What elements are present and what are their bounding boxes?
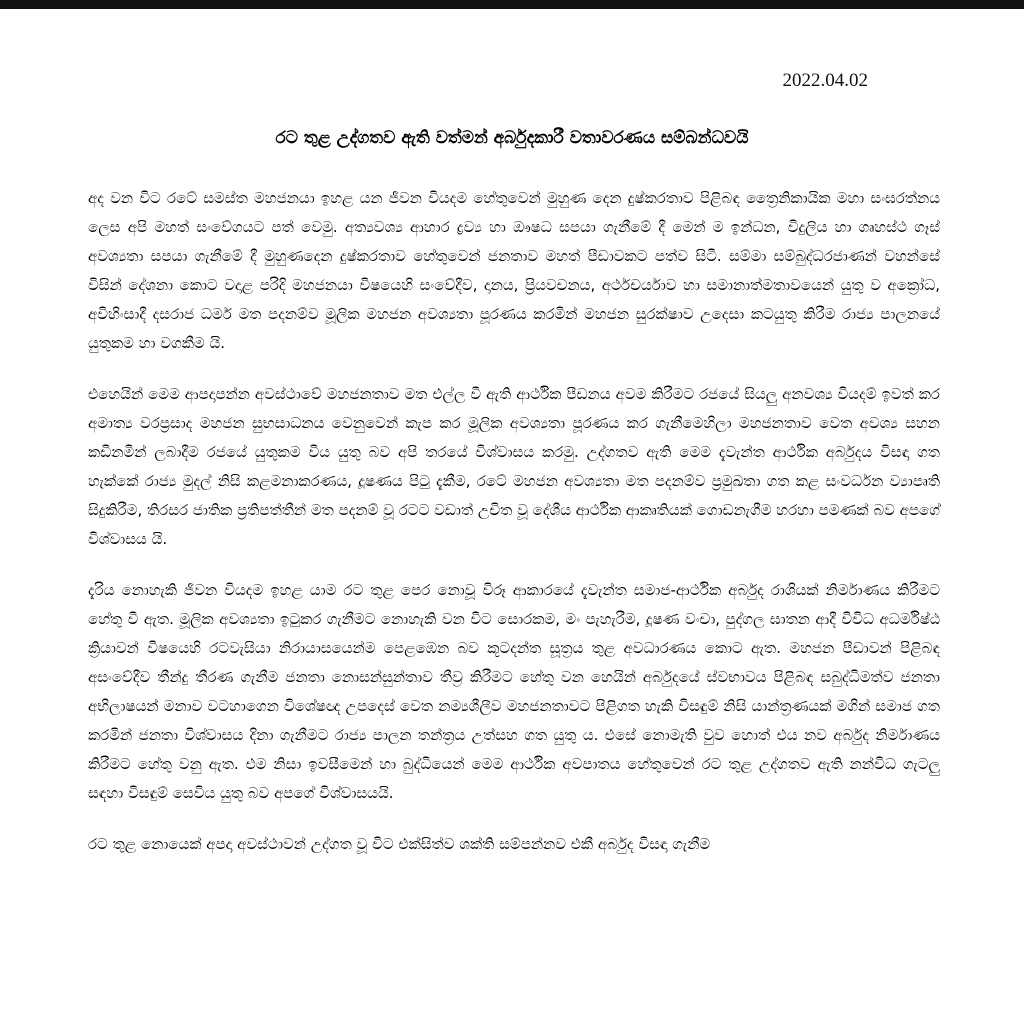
document-body [88, 184, 940, 881]
document-title: රට තුළ උද්ගතව ඇති වත්මන් අර්බුදකාරී වතාවරණය සම්බන්ධවයි [275, 128, 749, 148]
document-date: 2022.04.02 [782, 70, 868, 91]
paragraph-2: එහෙයින් මෙම ආපදාපන්න අවස්ථාවේ මහජනතාව මත එල්ල වී ඇති ආර්ථික පීඩනය අවම කිරීමට රජයේ සියලු අනවශ්‍ය වියදම් ඉවත් කර අමාත්‍ය වරප්‍රසාද මහජන සුභසාධනය වෙනුවෙන් කැප කර මූලික අවශ්‍යතා පූරණය කර ගැනීමෙහිලා මහජනතාව වෙත අවශ්‍ය සහන කඩිනමින් ලබාදීම රජයේ යුතුකම විය යුතු බව අපි තරයේ විශ්වාසය කරමු. උද්ගතව ඇති මෙම දැවැන්ත ආර්ථික අර්බුදය විසඳා ගත හැක්කේ රාජ්‍ය මුදල් නිසි කළමනාකරණය, දූෂණය පිටු දැකීම, රටේ මහජන අවශ්‍යතා මත පදනම්ව ප්‍රමුඛතා ගත කළ සංවර්ධන ව්‍යාපෘති සිදුකිරීම, තිරසර ජාතික ප්‍රතිපත්තීන් මත පදනම් වූ රටට වඩාත් උචිත වූ දේශීය ආර්ථික ආකෘතියක් ගොඩනැගීම හරහා පමණක් බව අපගේ විශ්වාසය යි. [88, 385, 940, 548]
paragraph-4: රට තුළ නොයෙක් අපදා අවස්ථාවන් උද්ගත වූ විට එක්සිත්ව ශක්ති සම්පන්නව එකී අර්බුද විසඳා ගැනීම [88, 835, 711, 853]
paragraph-1: අද වන විට රටේ සමස්ත මහජනයා ඉහළ යන ජීවන වියදම හේතුවෙන් මුහුණ දෙන දුෂ්කරතාව පිළිබඳ ත්‍රෛනිකායික මහා සංඝරත්නය ලෙස අපි මහත් සංවේගයට පත් වෙමු. අත්‍යවශ්‍ය ආහාර ද්‍රව්‍ය හා ඖෂධ සපයා ගැනීමේ දී මෙන් ම ඉන්ධන, විදුලිය හා ගෘහස්ථ ගෑස් අවශ්‍යතා සපයා ගැනීමේ දී මුහුණදෙන දුෂ්කරතාව හේතුවෙන් ජනතාව මහත් පීඩාවකට පත්ව සිටී. සම්මා සම්බුද්ධරජාණන් වහන්සේ විසින් දේශනා කොට වදාළ පරිදි මහජනයා විෂයෙහි සංවේදීව, දානය, ප්‍රියවචනය, අර්ථචර්යාව හා සමානාත්මතාවයෙන් යුතු ව අක්‍රෝධ, අවිහිංසාදී දසරාජ ධර්ම මත පදනම්ව මූලික මහජන අවශ්‍යතා පූරණය කරමින් මහජන සුරක්ෂාව උදෙසා කටයුතු කිරීම රාජ්‍ය පාලනයේ යුතුකම හා වගකීම යි. [88, 189, 940, 352]
header-rule [0, 0, 1024, 9]
paragraph-3: දැරිය නොහැකි ජීවන වියදම ඉහළ යාම රට තුළ පෙර නොවූ විරූ ආකාරයේ දැවැන්ත සමාජ-ආර්ථික අර්බුද රාශියක් නිර්මාණය කිරීමට හේතු වී ඇත. මූලික අවශ්‍යතා ඉටුකර ගැනීමට නොහැකි වන විට සොරකම, මං පැහැරීම, දූෂණ වංචා, පුද්ගල ඝාතන ආදී විවිධ අධර්මිෂ්ඨ ක්‍රියාවන් විෂයෙහි රටවැසියා නිරායාසයෙන්ම පෙළඹෙන බව කූටදන්ත සූත්‍රය තුළ අවධාරණය කොට ඇත. මහජන පීඩාවන් පිළිබඳ අසංවේදීව තීන්දු තීරණ ගැනීම ජනතා නොසන්සුන්තාව තීව්‍ර කිරීමට හේතු වන හෙයින් අර්බුදයේ ස්වභාවය පිළිබඳ සබුද්ධිමත්ව ජනතා අභිලාෂයන් මනාව වටහාගෙන විශේෂඥ උපදෙස් වෙත නම්‍යශීලීව මහජනතාවට පිළිගත හැකි විසඳුම් නිසි යාන්ත්‍රණයක් මගින් සමාජ ගත කරමින් ජනතා විශ්වාසය දිනා ගැනීමට රාජ්‍ය පාලන තන්ත්‍රය උත්සහ ගත යුතු ය. එසේ නොමැති වුව හොත් එය නව අර්බුද නිර්මාණය කිරීමට හේතු වනු ඇත. එම නිසා ඉවසීමෙන් හා බුද්ධියෙන් මෙම ආර්ථික අවපාතය හේතුවෙන් රට තුළ උද්ගතව ඇති නන්විධ ගැටලු සඳහා විසඳුම් සෙවිය යුතු බව අපගේ විශ්වාසයයි. [88, 581, 940, 802]
